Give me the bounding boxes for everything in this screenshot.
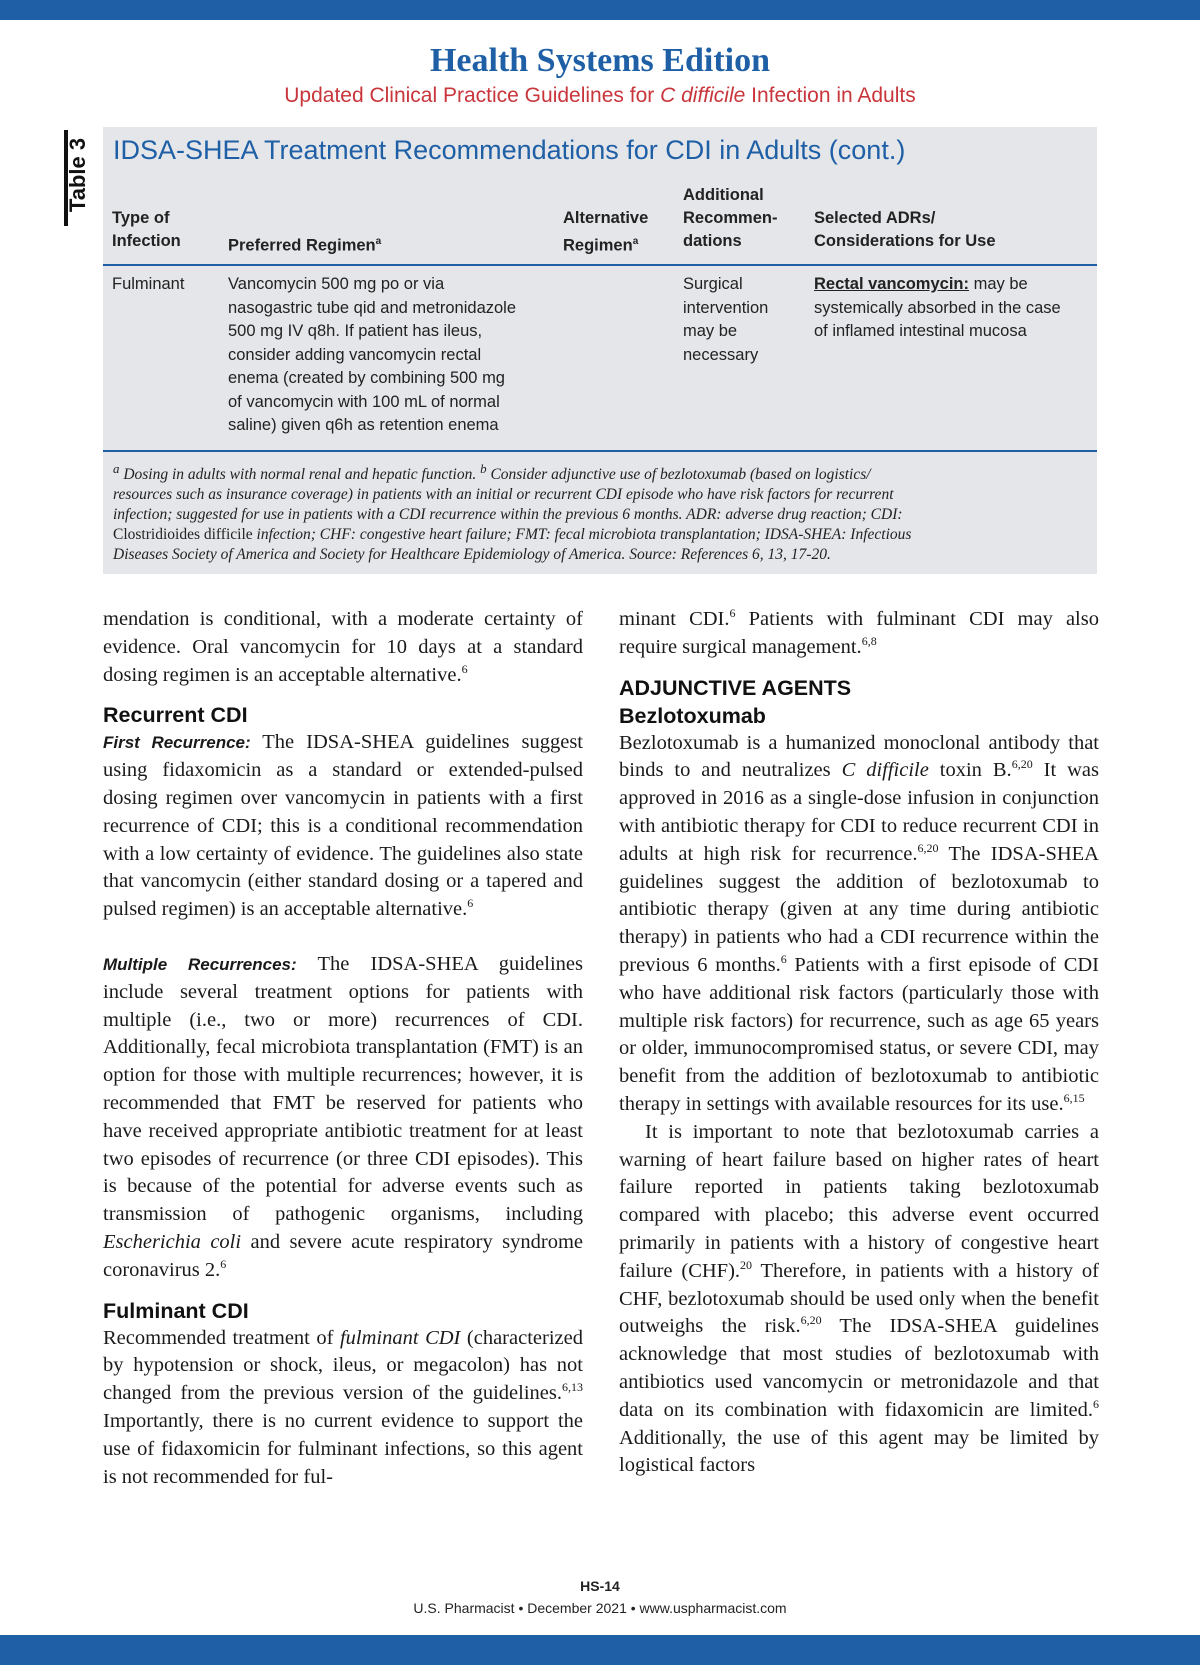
header-type-of-infection: Type of Infection bbox=[112, 209, 181, 250]
heading-recurrent-cdi: Recurrent CDI bbox=[103, 703, 248, 728]
table-body-rule bbox=[103, 450, 1097, 452]
paragraph-intro: mendation is conditional, with a moderate certainty of evidence. Oral vancomycin for 10 days at a standard dosing regimen is an acceptable alternative.$^6$ bbox=[103, 608, 583, 686]
paragraph-multiple-recurrences: Multiple Recurrences: The IDSA-SHEA guidelines include several treatment options for patients with multiple (i.e., two or more) recurrences of CDI. Additionally, fecal microbiota transplantation (FMT) is an option for those with multiple recurrences; however, it is recommended that FMT be reserved for patients who have received appropriate antibiotic treatment for at least two episodes of recurrence (or three CDI episodes). This is because of the potential for adverse events such as transmission of pathogenic organisms, including Escherichia coli and severe acute respiratory syndrome coronavirus 2.$^6$ bbox=[103, 952, 583, 1281]
edition-title: Health Systems Edition bbox=[429, 42, 771, 79]
table-number-label: Table 3 bbox=[65, 137, 90, 213]
treatment-table bbox=[103, 127, 1097, 574]
heading-fulminant-cdi: Fulminant CDI bbox=[103, 1298, 249, 1323]
article-subtitle: Updated Clinical Practice Guidelines for C difficile Infection in Adults bbox=[284, 84, 916, 107]
table-footnote: $^a$ Dosing in adults with normal renal and hepatic function. $^b$ Consider adjunctive use of bezlotoxumab (based on logistics/ resources such as insurance coverage) in patients with an initial or recurrent CDI episode who have risk factors for recurrent infection; suggested for use in patients with a CDI recurrence within the previous 6 months. ADR: adverse drug reaction; CDI: Clostridioides difficile infection; CHF: congestive heart failure; FMT: fecal microbiota transplantation; IDSA-SHEA: Infectious Diseases Society of America and Society for Healthcare Epidemiology of America. Source: References 6, 13, 17-20. bbox=[113, 461, 912, 564]
paragraph-fulminant: Recommended treatment of fulminant CDI (characterized by hypotension or shock, ileus, or megacolon) has not changed from the previous version of the guidelines.$^{6,13}$ Importantly, there is no current evidence to support the use of fidaxomicin for fulminant infections, so this agent is not recommended for ful- bbox=[103, 1326, 583, 1488]
header-additional-recommendations: Additional Recommen- dations bbox=[683, 186, 778, 250]
left-column bbox=[103, 606, 583, 1491]
table-header-rule bbox=[103, 264, 1097, 266]
header-preferred-regimen: Preferred Regimen$^a$ bbox=[228, 236, 382, 255]
heading-bezlotoxumab: Bezlotoxumab bbox=[619, 703, 766, 728]
table-number-tab bbox=[60, 130, 96, 226]
cell-preferred-regimen: Vancomycin 500 mg po or via nasogastric tube qid and metronidazole 500 mg IV q8h. If patient has ileus, consider adding vancomycin rectal enema (created by combining 500 mg of vancomycin with 100 mL of normal saline) given q6h as retention enema bbox=[228, 275, 517, 434]
cell-selected-adrs: Rectal vancomycin: may be systemically absorbed in the case of inflamed intestinal mucosa bbox=[814, 275, 1061, 340]
table-title: IDSA-SHEA Treatment Recommendations for CDI in Adults (cont.) bbox=[113, 135, 906, 165]
top-color-bar bbox=[0, 0, 1200, 20]
bottom-color-bar bbox=[0, 1635, 1200, 1665]
header-selected-adrs: Selected ADRs/ Considerations for Use bbox=[814, 209, 996, 250]
publication-info: U.S. Pharmacist • December 2021 • www.uspharmacist.com bbox=[413, 1600, 787, 1616]
cell-infection-type: Fulminant bbox=[112, 275, 185, 293]
paragraph-fulminant-cont: minant CDI.$^6$ Patients with fulminant CDI may also require surgical management.$^{6,8}$ bbox=[619, 606, 1099, 658]
header-alternative-regimen: Alternative Regimen$^a$ bbox=[563, 209, 649, 255]
right-column bbox=[619, 606, 1099, 1480]
page-number: HS-14 bbox=[580, 1578, 620, 1594]
paragraph-heart-failure: It is important to note that bezlotoxumab carries a warning of heart failure based on higher rates of heart failure reported in patients taking bezlotoxumab compared with placebo; this adverse event occurred primarily in patients with a history of congestive heart failure (CHF).$^{20}$ Therefore, in patients with a history of CHF, bezlotoxumab should be used only when the benefit outweighs the risk.$^{6,20}$ The IDSA-SHEA guidelines acknowledge that most studies of bezlotoxumab with antibiotics used vancomycin or metronidazole and that data on its combination with fidaxomicin are limited.$^6$ Additionally, the use of this agent may be limited by logistical factors bbox=[619, 1120, 1100, 1477]
cell-additional-recommendations: Surgical intervention may be necessary bbox=[683, 275, 769, 364]
heading-adjunctive-agents: ADJUNCTIVE AGENTS bbox=[619, 675, 852, 700]
paragraph-first-recurrence: First Recurrence: The IDSA-SHEA guidelines suggest using fidaxomicin as a standard or extended-pulsed dosing regimen over vancomycin in patients with a first recurrence of CDI; this is a conditional recommendation with a low certainty of evidence. The guidelines also state that vancomycin (either standard dosing or a tapered and pulsed regimen) is an acceptable alternative.$^6$ bbox=[103, 731, 583, 921]
paragraph-bezlotoxumab: Bezlotoxumab is a humanized monoclonal antibody that binds to and neutralizes C difficile toxin B.$^{6,20}$ It was approved in 2016 as a single-dose infusion in conjunction with antibiotic therapy for CDI to reduce recurrent CDI in adults at high risk for recurrence.$^{6,20}$ The IDSA-SHEA guidelines suggest the addition of bezlotoxumab to antibiotic therapy (given at any time during antibiotic therapy) in patients who had a CDI recurrence within the previous 6 months.$^6$ Patients with a first episode of CDI who have additional risk factors (particularly those with multiple risk factors) for recurrence, such as age 65 years or older, immunocompromised status, or severe CDI, may benefit from the addition of bezlotoxumab to antibiotic therapy in settings with available resources for its use.$^{6,15}$ bbox=[619, 731, 1100, 1115]
